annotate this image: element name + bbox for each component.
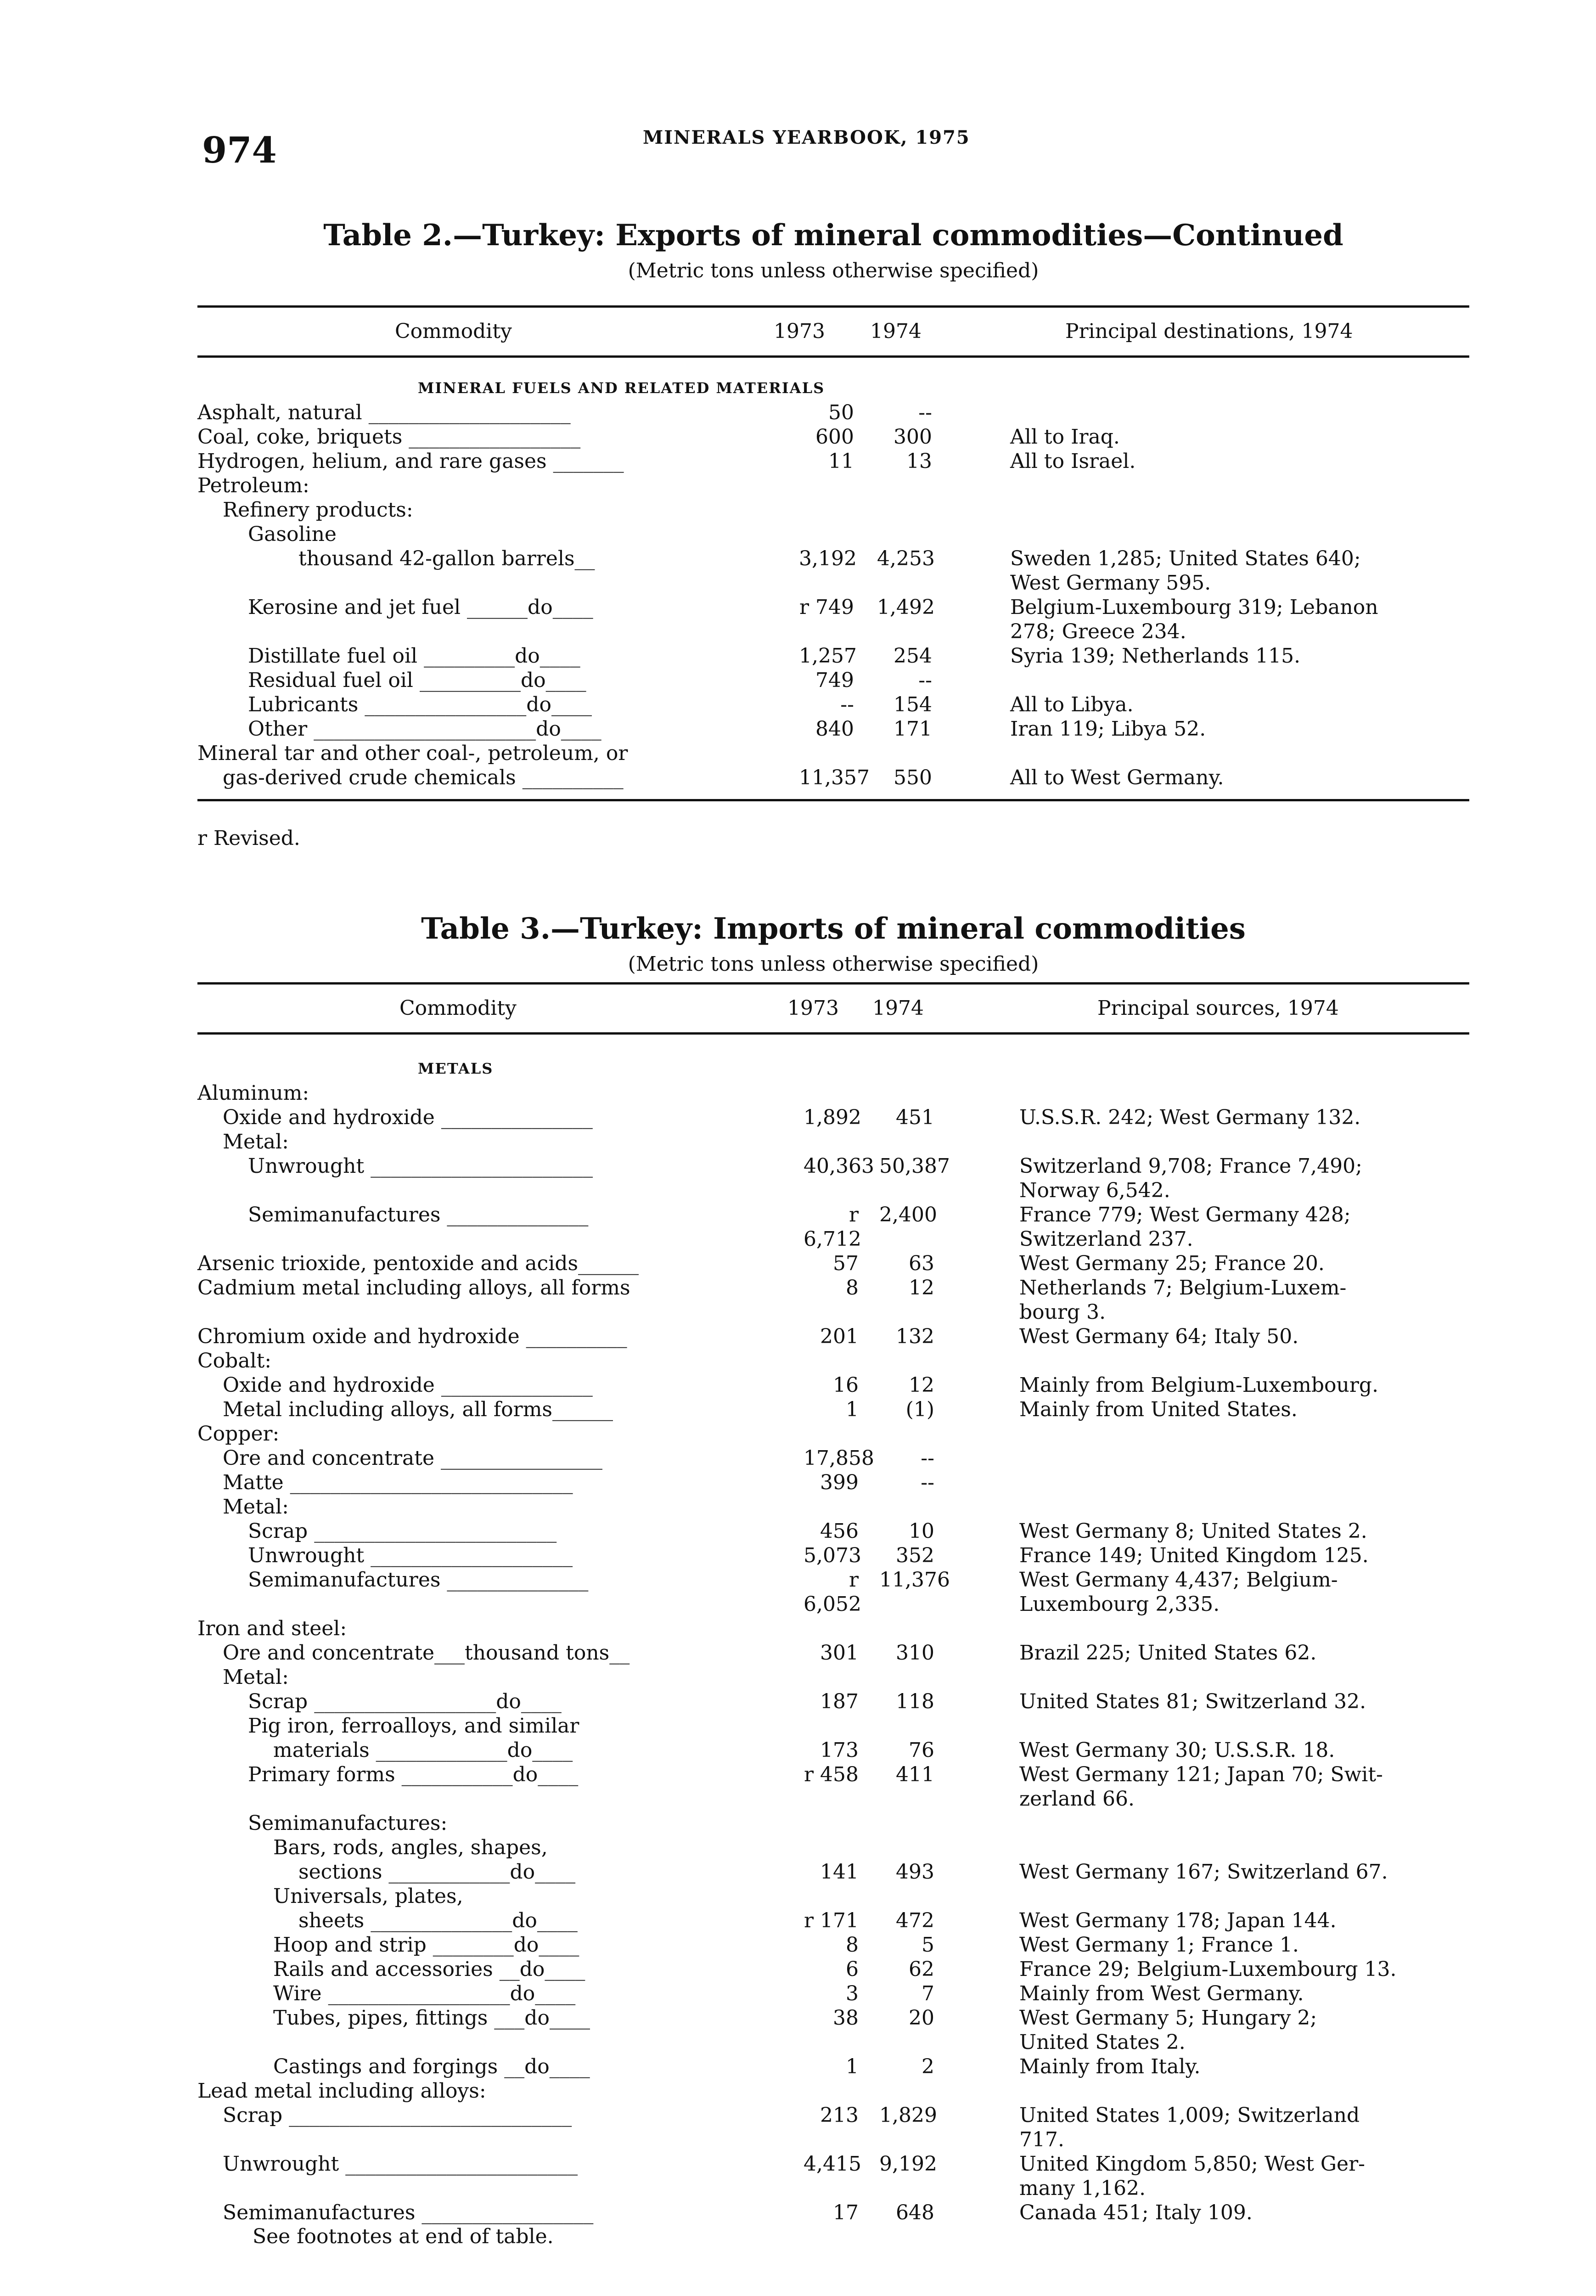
commodity-cell: Bars, rods, angles, shapes, [273,1836,548,1859]
value-1973-cell: r 6,712 [804,1203,861,1251]
table-2-body [197,376,1469,790]
value-1974-cell: 1,492 [877,596,935,619]
destination-cell: Canada 451; Italy 109. [1019,2201,1253,2224]
table-row [197,1641,1469,1665]
commodity-cell: Unwrought ______________________ [248,1154,593,1178]
value-1974-cell: 154 [894,693,932,716]
table-row [197,1105,1469,1130]
value-1973-cell: 749 [815,669,854,692]
table-row [197,1689,1469,1714]
value-1974-cell: 310 [896,1641,934,1665]
commodity-cell: Cobalt: [197,1349,272,1373]
value-1973-cell: 50 [828,401,854,424]
col-sources: Principal sources, 1974 [1097,996,1339,1020]
commodity-cell: Matte ____________________________ [223,1471,573,1494]
table-row [197,1908,1469,1933]
commodity-cell: Aluminum: [197,1081,309,1105]
table-row [197,1300,1469,1324]
commodity-cell: Refinery products: [223,498,413,522]
commodity-cell: Hydrogen, helium, and rare gases _______ [197,450,624,473]
table-row [197,619,1469,644]
value-1973-cell: 141 [820,1860,859,1884]
table-row [197,1081,1469,1105]
destination-cell: Iran 119; Libya 52. [1010,717,1206,741]
value-1974-cell: -- [918,401,932,424]
value-1974-cell: 62 [909,1958,934,1981]
value-1974-cell: 648 [896,2201,934,2224]
table-row [197,1543,1469,1568]
commodity-cell: Unwrought _______________________ [223,2152,578,2176]
destination-cell: West Germany 30; U.S.S.R. 18. [1019,1739,1335,1762]
destination-cell: bourg 3. [1019,1300,1106,1324]
commodity-cell: Semimanufactures: [248,1812,448,1835]
destination-cell: Mainly from West Germany. [1019,1982,1304,2005]
table-row [197,1714,1469,1738]
commodity-cell: Metal: [223,1495,289,1519]
destination-cell: West Germany 64; Italy 50. [1019,1325,1299,1348]
value-1974-cell: 4,253 [877,547,935,570]
destination-cell: Switzerland 9,708; France 7,490; [1019,1154,1362,1178]
value-1973-cell: 40,363 [804,1154,874,1178]
table-row [197,1933,1469,1957]
value-1974-cell: 5 [922,1933,934,1957]
page-number: 974 [202,129,277,171]
commodity-cell: Metal: [223,1130,289,1154]
commodity-cell: Kerosine and jet fuel ______do____ [248,596,593,619]
value-1973-cell: 8 [846,1933,859,1957]
destination-cell: All to Libya. [1010,693,1134,716]
table-2-footnote: r Revised. [197,827,300,850]
destination-cell: Mainly from Italy. [1019,2055,1201,2078]
value-1974-cell: 300 [894,425,932,449]
value-1973-cell: 1 [846,2055,859,2078]
value-1973-cell: 5,073 [804,1544,861,1567]
table-row [197,1276,1469,1300]
value-1974-cell: 11,376 [879,1568,950,1592]
table-row [197,1373,1469,1397]
table-row [197,1665,1469,1689]
value-1974-cell: -- [921,1446,934,1470]
commodity-cell: Oxide and hydroxide _______________ [223,1106,593,1129]
value-1974-cell: 13 [906,450,932,473]
value-1973-cell: 8 [846,1276,859,1300]
destination-cell: West Germany 5; Hungary 2; [1019,2006,1317,2030]
value-1973-cell: 840 [815,717,854,741]
table-row [197,765,1469,790]
value-1973-cell: 17 [833,2201,859,2224]
value-1974-cell: 493 [896,1860,934,1884]
value-1974-cell: 451 [896,1106,934,1129]
value-1973-cell: 3,192 [799,547,857,570]
section-heading [197,376,1469,400]
value-1974-cell: 63 [909,1252,934,1275]
value-1973-cell: 187 [820,1690,859,1713]
value-1974-cell: 12 [909,1276,934,1300]
value-1973-cell: 4,415 [804,2152,861,2176]
commodity-cell: Asphalt, natural ____________________ [197,401,571,424]
table-row [197,1738,1469,1762]
commodity-cell: Copper: [197,1422,280,1446]
col-1973: 1973 [774,320,825,343]
table-row [197,1884,1469,1908]
destination-cell: West Germany 167; Switzerland 67. [1019,1860,1388,1884]
table-row [197,1835,1469,1860]
table-3-subtitle: (Metric tons unless otherwise specified) [628,952,1039,976]
destination-cell: Switzerland 237. [1019,1227,1193,1251]
destination-cell: West Germany 8; United States 2. [1019,1519,1367,1543]
commodity-cell: Cadmium metal including alloys, all forms [197,1276,630,1300]
col-1974: 1974 [872,996,924,1020]
imports-table [197,912,1469,2248]
destination-cell: many 1,162. [1019,2177,1146,2200]
table-row [197,2127,1469,2152]
commodity-cell: Ore and concentrate___thousand tons__ [223,1641,630,1665]
value-1973-cell: r 749 [799,596,854,619]
commodity-cell: Primary forms ___________do____ [248,1763,579,1786]
commodity-cell: METALS [418,1060,494,1077]
table-row [197,644,1469,668]
table-row [197,1592,1469,1616]
table-2-subtitle: (Metric tons unless otherwise specified) [628,259,1039,282]
value-1973-cell: 1,257 [799,644,857,668]
value-1973-cell: 38 [833,2006,859,2030]
value-1973-cell: 1,892 [804,1106,861,1129]
table-row [197,1349,1469,1373]
table-row [197,2152,1469,2176]
value-1973-cell: 1 [846,1398,859,1421]
table-row [197,1860,1469,1884]
section-heading [197,1057,1469,1081]
value-1974-cell: 411 [896,1763,934,1786]
table-row [197,522,1469,546]
destination-cell: West Germany 178; Japan 144. [1019,1909,1337,1932]
bottom-rule [197,799,1469,801]
table-row [197,473,1469,498]
value-1973-cell: r 171 [804,1909,859,1932]
commodity-cell: Rails and accessories __do____ [273,1958,585,1981]
table-row [197,1324,1469,1349]
destination-cell: All to Iraq. [1010,425,1120,449]
value-1974-cell: 50,387 [879,1154,950,1178]
value-1974-cell: 118 [896,1690,934,1713]
destination-cell: All to Israel. [1010,450,1136,473]
destination-cell: Syria 139; Netherlands 115. [1010,644,1301,668]
table-row [197,546,1469,571]
destination-cell: Mainly from Belgium-Luxembourg. [1019,1373,1379,1397]
destination-cell: Netherlands 7; Belgium-Luxem- [1019,1276,1347,1300]
col-commodity: Commodity [399,996,517,1020]
table-row [197,2054,1469,2079]
value-1973-cell: r 458 [804,1763,859,1786]
commodity-cell: Petroleum: [197,474,309,497]
destination-cell: 717. [1019,2128,1064,2151]
header-rule [197,1032,1469,1035]
commodity-cell: Castings and forgings __do____ [273,2055,590,2078]
value-1974-cell: 2,400 [879,1203,937,1227]
value-1973-cell: 16 [833,1373,859,1397]
destination-cell: Belgium-Luxembourg 319; Lebanon [1010,596,1378,619]
table-row [197,425,1469,449]
col-1973: 1973 [787,996,839,1020]
commodity-cell: MINERAL FUELS AND RELATED MATERIALS [418,379,825,397]
commodity-cell: Ore and concentrate ________________ [223,1446,602,1470]
commodity-cell: Scrap ________________________ [248,1519,557,1543]
commodity-cell: gas-derived crude chemicals __________ [223,766,624,789]
table-row [197,1787,1469,1811]
commodity-cell: Scrap __________________do____ [248,1690,562,1713]
commodity-cell: Arsenic trioxide, pentoxide and acids______ [197,1252,639,1275]
table-3-header [197,985,1469,1032]
commodity-cell: Wire __________________do____ [273,1982,576,2005]
destination-cell: France 779; West Germany 428; [1019,1203,1351,1227]
table-3-title: Table 3.—Turkey: Imports of mineral commodities [421,912,1246,946]
value-1974-cell: -- [921,1471,934,1494]
table-row [197,1130,1469,1154]
table-row [197,1957,1469,1981]
value-1974-cell: 2 [922,2055,934,2078]
table-row [197,741,1469,765]
table-row [197,595,1469,619]
destination-cell: West Germany 4,437; Belgium- [1019,1568,1338,1592]
destination-cell: France 149; United Kingdom 125. [1019,1544,1369,1567]
table-row [197,2200,1469,2225]
table-row [197,2176,1469,2200]
commodity-cell: Oxide and hydroxide _______________ [223,1373,593,1397]
value-1974-cell: 7 [922,1982,934,2005]
table-row [197,1154,1469,1178]
commodity-cell: Hoop and strip ________do____ [273,1933,579,1957]
table-3-body [197,1057,1469,2225]
commodity-cell: materials _____________do____ [273,1739,573,1762]
table-row [197,1178,1469,1203]
table-row [197,1981,1469,2006]
destination-cell: Brazil 225; United States 62. [1019,1641,1317,1665]
col-commodity: Commodity [395,320,512,343]
value-1974-cell: 550 [894,766,932,789]
destination-cell: France 29; Belgium-Luxembourg 13. [1019,1958,1397,1981]
destination-cell: United States 1,009; Switzerland [1019,2104,1360,2127]
value-1974-cell: 254 [894,644,932,668]
table-row [197,668,1469,692]
commodity-cell: Coal, coke, briquets _________________ [197,425,581,449]
commodity-cell: Gasoline [248,523,337,546]
commodity-cell: Semimanufactures ______________ [248,1203,589,1227]
table-row [197,498,1469,522]
table-row [197,717,1469,741]
table-row [197,1227,1469,1251]
destination-cell: United States 2. [1019,2031,1186,2054]
table-row [197,1616,1469,1641]
value-1974-cell: -- [918,669,932,692]
commodity-cell: Mineral tar and other coal-, petroleum, or [197,742,628,765]
value-1973-cell: 201 [820,1325,859,1348]
value-1973-cell: 3 [846,1982,859,2005]
value-1974-cell: 171 [894,717,932,741]
destination-cell: All to West Germany. [1010,766,1224,789]
exports-table [197,218,1469,850]
value-1973-cell: 17,858 [804,1446,874,1470]
table-row [197,571,1469,595]
commodity-cell: Semimanufactures ______________ [248,1568,589,1592]
commodity-cell: Scrap ____________________________ [223,2104,572,2127]
commodity-cell: thousand 42-gallon barrels__ [298,547,595,570]
value-1973-cell: r 6,052 [804,1568,861,1616]
table-row [197,400,1469,425]
destination-cell: West Germany 1; France 1. [1019,1933,1299,1957]
commodity-cell: Other ______________________do____ [248,717,601,741]
value-1974-cell: 472 [896,1909,934,1932]
commodity-cell: Lubricants ________________do____ [248,693,592,716]
commodity-cell: Unwrought ____________________ [248,1544,573,1567]
commodity-cell: Metal including alloys, all forms______ [223,1398,613,1421]
col-destinations: Principal destinations, 1974 [1065,320,1353,343]
destination-cell: United States 81; Switzerland 32. [1019,1690,1366,1713]
value-1974-cell: 1,829 [879,2104,937,2127]
value-1974-cell: 10 [909,1519,934,1543]
commodity-cell: Iron and steel: [197,1617,347,1640]
value-1973-cell: -- [840,693,854,716]
value-1973-cell: 399 [820,1471,859,1494]
value-1974-cell: 76 [909,1739,934,1762]
table-row [197,1251,1469,1276]
table-row [197,2006,1469,2030]
value-1974-cell: 9,192 [879,2152,937,2176]
table-row [197,2103,1469,2127]
header-rule [197,355,1469,358]
running-head: MINERALS YEARBOOK, 1975 [643,127,970,148]
value-1973-cell: 57 [833,1252,859,1275]
value-1973-cell: 11,357 [799,766,870,789]
table-row [197,1470,1469,1495]
destination-cell: United Kingdom 5,850; West Ger- [1019,2152,1365,2176]
value-1974-cell: 12 [909,1373,934,1397]
destination-cell: West Germany 595. [1010,571,1211,595]
value-1974-cell: 132 [896,1325,934,1348]
table-2-title: Table 2.—Turkey: Exports of mineral commodities—Continued [323,218,1343,253]
value-1974-cell: 352 [896,1544,934,1567]
table-row [197,1519,1469,1543]
commodity-cell: Pig iron, ferroalloys, and similar [248,1714,579,1738]
destination-cell: 278; Greece 234. [1010,620,1186,643]
value-1973-cell: 600 [815,425,854,449]
commodity-cell: sheets ______________do____ [298,1909,578,1932]
commodity-cell: Metal: [223,1666,289,1689]
value-1974-cell: 20 [909,2006,934,2030]
value-1973-cell: 301 [820,1641,859,1665]
table-row [197,1422,1469,1446]
commodity-cell: Lead metal including alloys: [197,2079,486,2103]
commodity-cell: Chromium oxide and hydroxide __________ [197,1325,627,1348]
table-row [197,449,1469,473]
table-2-header [197,308,1469,355]
value-1973-cell: 173 [820,1739,859,1762]
value-1973-cell: 213 [820,2104,859,2127]
table-row [197,692,1469,717]
commodity-cell: Universals, plates, [273,1885,463,1908]
destination-cell: Mainly from United States. [1019,1398,1298,1421]
destination-cell: West Germany 121; Japan 70; Swit- [1019,1763,1383,1786]
table-row [197,1446,1469,1470]
col-1974: 1974 [870,320,922,343]
table-row [197,2030,1469,2054]
commodity-cell: Semimanufactures _________________ [223,2201,594,2224]
destination-cell: Norway 6,542. [1019,1179,1170,1202]
destination-cell: zerland 66. [1019,1787,1135,1811]
destination-cell: Luxembourg 2,335. [1019,1593,1220,1616]
table-row [197,1397,1469,1422]
value-1973-cell: 456 [820,1519,859,1543]
table-row [197,2079,1469,2103]
value-1974-cell: (1) [905,1398,934,1421]
commodity-cell: Tubes, pipes, fittings ___do____ [273,2006,590,2030]
table-row [197,1811,1469,1835]
destination-cell: U.S.S.R. 242; West Germany 132. [1019,1106,1361,1129]
table-row [197,1495,1469,1519]
value-1973-cell: 6 [846,1958,859,1981]
destination-cell: West Germany 25; France 20. [1019,1252,1325,1275]
destination-cell: Sweden 1,285; United States 640; [1010,547,1361,570]
commodity-cell: sections ____________do____ [298,1860,576,1884]
table-3-footnote: See footnotes at end of table. [253,2225,554,2248]
table-row [197,1762,1469,1787]
commodity-cell: Distillate fuel oil _________do____ [248,644,580,668]
value-1973-cell: 11 [828,450,854,473]
commodity-cell: Residual fuel oil __________do____ [248,669,586,692]
